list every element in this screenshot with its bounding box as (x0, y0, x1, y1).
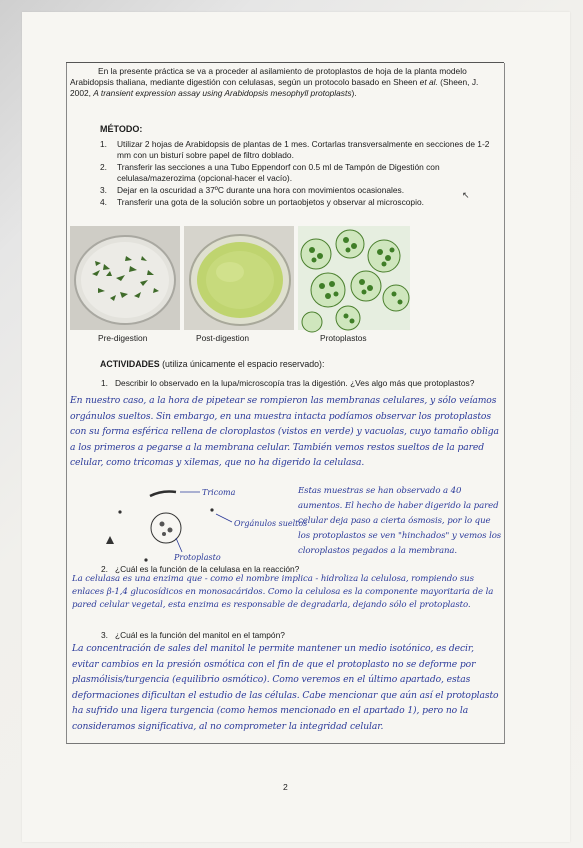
step-text: Transferir una gota de la solución sobre un portaobjetos y observar al microscopio. (117, 197, 424, 207)
sketch-label-organulos: Orgánulos sueltos (234, 519, 308, 528)
sketch-label-protoplasto: Protoplasto (174, 553, 221, 562)
step-number: 4. (100, 197, 107, 207)
step-number: 3. (100, 185, 107, 195)
step-number: 2. (100, 162, 107, 172)
photo-protoplasts (298, 226, 410, 330)
answer-1-side-note: Estas muestras se han observado a 40 aumentos. El hecho de haber digerido la pared celular deja paso a cierta ósmosis, por lo que los protoplastos se ven "hinchados" y vemos los cloroplastos pegados a la membrana. (298, 486, 502, 556)
intro-text-1: En la presente práctica se va a proceder al asilamiento de protoplastos de hoja de la planta modelo Arabidopsis thaliana, mediante digestión con celulasas, según un protocolo basado en Sheen (70, 66, 467, 87)
question-text: ¿Cuál es la función del manitol en el tampón? (114, 630, 285, 640)
step-text: Dejar en la oscuridad a 37ºC durante una hora con movimientos ocasionales. (117, 185, 405, 195)
protoplast-sketch (92, 478, 308, 570)
method-step (100, 197, 500, 208)
method-steps (100, 139, 500, 209)
method-step (100, 139, 500, 161)
answer-2-handwriting: La celulasa es una enzima que - como el nombre implica - hidroliza la celulosa, rompiendo sus enlaces β-1,4 glucosídicos en monosacáridos. Como la celulosa es la componente mayoritaria de la pared celular vegetal, esta enzima es responsable de degradarla, dejando sólo el protoplasto. (72, 574, 494, 610)
answer-1-handwriting: En nuestro caso, a la hora de pipetear se rompieron las membranas celulares, y sólo veíamos orgánulos sueltos. Sin embargo, en una muestra intacta podíamos observar los protoplastos con su forma esférica rellena de cloroplastos (vistos en verde) y vacuolas, cuyo tamaño obliga a los primeros a pegarse a la membrana celular. También vemos restos sueltos de la pared celular, como tricomas y xilemas, que no ha digerido la celulasa. (70, 395, 499, 468)
question-text: Describir lo observado en la lupa/microscopía tras la digestión. ¿Ves algo más que protoplastos? (114, 378, 475, 388)
activities-heading (100, 359, 324, 370)
step-number: 1. (100, 139, 107, 149)
answer-3-handwriting: La concentración de sales del manitol le permite mantener un medio isotónico, es decir, evitar cambios en la presión osmótica con el fin de que el protoplasto no se deforme por plasmólisis/turgencia (equilibrio osmótico). Como veremos en el último apartado, estas deformaciones dificultan el estudio de las células. Cabe mencionar que aún así el protoplasto ha sufrido una ligera turgencia (como hemos mencionado en el apartado 1), pero no la consideramos significativa, al no comprometer la integridad celular. (72, 643, 499, 732)
step-text: Utilizar 2 hojas de Arabidopsis de plantas de 1 mes. Cortarlas transversalmente en secciones de 1-2 mm con un bisturí sobre papel de filtro doblado. (117, 139, 490, 160)
step-text: Transferir las secciones a una Tubo Eppendorf con 0.5 ml de Tampón de Digestión con celulasa/mazerozima (opcional-hacer el vacío). (117, 162, 440, 183)
intro-text-2: (Sheen, J. 2002, (70, 77, 479, 98)
question-number: 1. (101, 378, 108, 388)
page-number: 2 (283, 782, 288, 792)
method-step (100, 185, 500, 196)
activities-title: ACTIVIDADES (100, 359, 160, 369)
pen-tick-mark: ↖ (462, 190, 470, 200)
photo-post-digestion (184, 226, 294, 330)
caption-post-digestion: Post-digestion (196, 333, 250, 343)
question-number: 2. (101, 564, 108, 574)
caption-pre-digestion: Pre-digestion (98, 333, 148, 343)
intro-text-3: ). (351, 88, 357, 98)
photo-pre-digestion (70, 226, 180, 330)
question-text: ¿Cuál es la función de la celulasa en la reacción? (114, 564, 300, 574)
method-title: MÉTODO: (100, 124, 143, 134)
sketch-label-tricoma: Tricoma (202, 488, 236, 497)
activities-subtitle: (utiliza únicamente el espacio reservado): (159, 359, 325, 369)
question-number: 3. (101, 630, 108, 640)
intro-reference-title: A transient expression assay using Arabidopsis mesophyll protoplasts (93, 88, 352, 98)
question-3 (101, 630, 285, 640)
intro-etal: et al. (419, 77, 438, 87)
question-1 (101, 378, 474, 388)
caption-protoplastos: Protoplastos (320, 333, 367, 343)
method-step (100, 162, 500, 184)
intro-paragraph (70, 66, 500, 99)
